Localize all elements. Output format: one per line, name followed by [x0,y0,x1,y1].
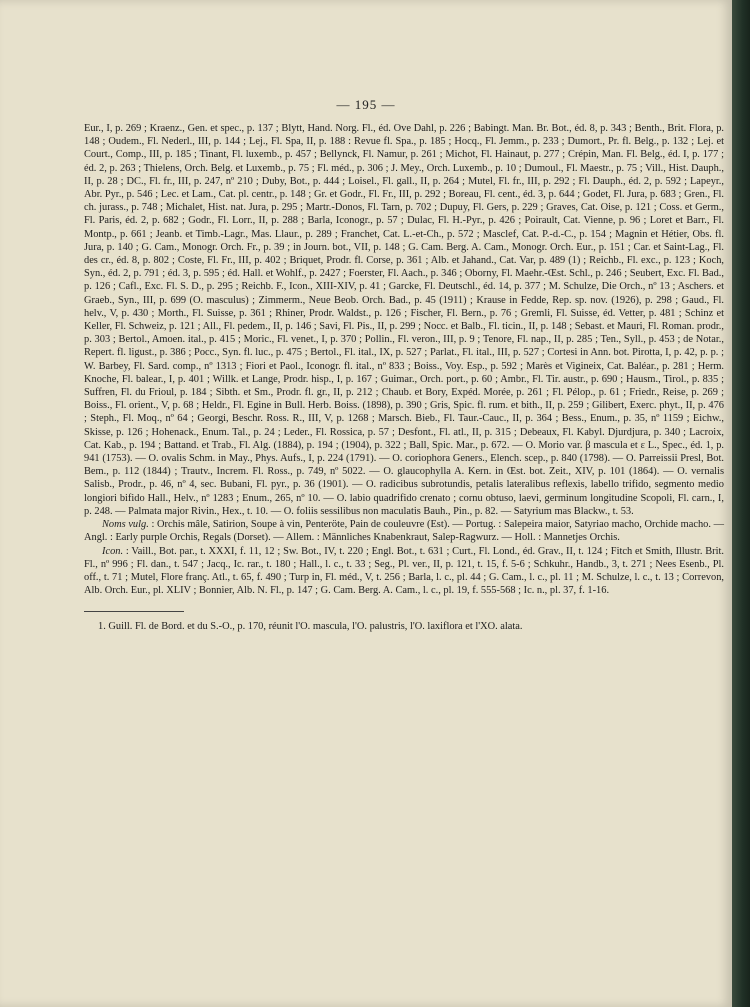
references-paragraph: Eur., I, p. 269 ; Kraenz., Gen. et spec., p. 137 ; Blytt, Hand. Norg. Fl., éd. Ove Dahl, p. 226 ; Babingt. Man. Br. Bot., éd. 8, p. 343 ; Benth., Brit. Flora, p. 148 ; Oudem., Fl. Nederl., III, p. 144 ; Lej., Fl. Spa, II, p. 188 : Revue fl. Spa., p. 185 ; Hocq., Fl. Jemm., p. 233 ; Dumort., Pr. fl. Belg., p. 132 ; Lej. et Court., Comp., III, p. 185 ; Tinant, Fl. luxemb., p. 457 ; Bellynck, Fl. Namur, p. 261 ; Michot, Fl. Hainaut, p. 277 ; Crépin, Man. Fl. Belg., éd. I, p. 177 ; éd. 2, p. 263 ; Thielens, Orch. Belg. et Luxemb., p. 75 ; Fl. méd., p. 306 ; J. Mey., Orch. Luxemb., p. 10 ; Dumoul., Fl. Maestr., p. 75 ; Vill., Hist. Dauph., II, p. 28 ; DC., Fl. fr., III, p. 247, nº 210 ; Duby, Bot., p. 444 ; Loisel., Fl. gall., II, p. 264 ; Mutel, Fl. fr., III, p. 292 ; Fl. Dauph., éd. 2, p. 592 ; Lapeyr., Abr. Pyr., p. 546 ; Lec. et Lam., Cat. pl. centr., p. 148 ; Gr. et Godr., Fl. Fr., III, p. 292 ; Boreau, Fl. cent., éd. 3, p. 644 ; Godet, Fl. Jura, p. 683 ; Gren., Fl. ch. jurass., p. 748 ; Michalet, Hist. nat. Jura, p. 295 ; Martr.-Donos, Fl. Tarn, p. 702 ; Dupuy, Fl. Gers, p. 229 ; Graves, Cat. Oise, p. 121 ; Coss. et Germ., Fl. Paris, éd. 2, p. 682 ; Godr., Fl. Lorr., II, p. 288 ; Barla, Iconogr., p. 57 ; Dulac, Fl. H.-Pyr., p. 426 ; Poirault, Cat. Vienne, p. 96 ; Loret et Barr., Fl. Montp., p. 661 ; Jeanb. et Timb.-Lagr., Mas. Llaur., p. 289 ; Franchet, Cat. L.-et-Ch., p. 572 ; Masclef, Cat. P.-d.-C., p. 154 ; Magnin et Hétier, Obs. fl. Jura, p. 140 ; G. Cam., Monogr. Orch. Fr., p. 39 ; in Journ. bot., VII, p. 148 ; G. Cam. Berg. A. Cam., Monogr. Orch. Eur., p. 151 ; Car. et Saint-Lag., Fl. des cr., éd. 8, p. 802 ; Coste, Fl. Fr., III, p. 402 ; Briquet, Prodr. fl. Corse, p. 361 ; Alb. et Jahand., Cat. Var, p. 489 (1) ; Reichb., Fl. exc., p. 123 ; Koch, Syn., éd. 2, p. 791 ; éd. 3, p. 595 ; éd. Hall. et Wohlf., p. 2427 ; Foerster, Fl. Aach., p. 346 ; Oborny, Fl. Maehr.-Œst. Schl., p. 246 ; Seubert, Exc. Fl. Bad., p. 126 ; Cafl., Exc. Fl. S. D., p. 295 ; Reichb. F., Icon., XIII-XIV, p. 41 ; Garcke, Fl. Deutschl., éd. 14, p. 377 ; M. Schulze, Die Orch., nº 13 ; Aschers. et Graeb., Syn., III, p. 699 (O. masculus) ; Zimmerm., Neue Beob. Orch. Bad., p. 45 (1911) ; Krause in Fedde, Rep. sp. nov. (1926), p. 298 ; Gaud., Fl. helv., V, p. 430 ; Morth., Fl. Suisse, p. 361 ; Rhiner, Prodr. Waldst., p. 126 ; Fischer, Fl. Bern., p. 76 ; Gremli, Fl. Suisse, éd. Vetter, p. 481 ; Schinz et Keller, Fl. Schweiz, p. 121 ; All., Fl. pedem., II, p. 146 ; Savi, Fl. Pis., II, p. 299 ; Nocc. et Balb., Fl. ticin., II, p. 148 ; Sebast. et Mauri, Fl. Roman. prodr., p. 303 ; Bertol., Amoen. ital., p. 415 ; Moric., Fl. venet., I, p. 370 ; Pollin., Fl. veron., III, p. 9 ; Tenore, Fl. nap., II, p. 285 ; Ten., Syll., p. 453 ; de Notar., Repert. fl. ligust., p. 386 ; Pocc., Syn. fl. luc., p. 475 ; Bertol., Fl. ital., IX, p. 527 ; Parlat., Fl. ital., III, p. 527 ; Cortesi in Ann. bot. Pirotta, I, p. 42, p. p. ; W. Barbey, Fl. Sard. comp., nº 1313 ; Fiori et Paol., Iconogr. fl. ital., nº 833 ; Boiss., Voy. Esp., p. 592 ; Marès et Vigineix, Cat. Baléar., p. 281 ; Herm. Knoche, Fl. balear., I, p. 401 ; Willk. et Lange, Prodr. hisp., I, p. 167 ; Guimar., Orch. port., p. 60 ; Ambr., Fl. Tir. austr., p. 690 ; Hausm., Tirol., p. 835 ; Suffren, Fl. du Frioul, p. 184 ; Sibth. et Sm., Prodr. fl. gr., II, p. 212 ; Chaub. et Bory, Expéd. Morée, p. 261 ; Fl. Pélop., p. 61 ; Friedr., Reise, p. 269 ; Boiss., Fl. orient., V, p. 68 ; Heldr., Fl. Egine in Bull. Herb. Boiss. (1898), p. 390 ; Gris, Spic. fl. rum. et bith., II, p. 259 ; Gilibert, Exerc. phyt., II, p. 476 ; Steph., Fl. Moq., nº 64 ; Georgi, Beschr. Ross. R., III, V, p. 1268 ; Marsch. Bieb., Fl. Taur.-Cauc., II, p. 364 ; Bess., Enum., p. 35, nº 1159 ; Eichw., Skisse, p. 126 ; Hohenack., Enum. Tal., p. 24 ; Leder., Fl. Rossica, p. 57 ; Desfont., Fl. atl., II, p. 315 ; Debeaux, Fl. Kabyl. Djurdjura, p. 340 ; Lacroix, Cat. Kab., p. 194 ; Battand. et Trab., Fl. Alg. (1884), p. 194 ; (1904), p. 322 ; Ball, Spic. Mar., p. 672. — O. Morio var. β mascula et ε L., Spec., éd. 1, p. 941 (1753). — O. ovalis Schm. in May., Phys. Aufs., I, p. 224 (1791). — O. coriophora Geners., Elench. scep., p. 840 (1798). — O. Parreissii Presl, Bot. Bem., p. 112 (1844) ; Trautv., Increm. Fl. Ross., p. 749, nº 5022. — O. glaucophylla A. Kern. in Œst. bot. Zeit., XIV, p. 101 (1864). — O. vernalis Salisb., Prodr., p. 46, nº 4, sec. Bubani, Fl. pyr., p. 36 (1901). — O. radicibus subrotundis, petalis lateralibus reflexis, labello trifido, segmento medio longiori bifido Hall., Helv., nº 1283 ; Enum., 265, nº 10. — O. labio quadrifido crenato ; cornu obtuso, laevi, germinum longitudine Scopoli, Fl. carn., I, p. 248. — Palmata major Rivin., Hex., t. 10. — O. foliis sessilibus non maculatis Bauh., Pin., p. 82. — Satyrium mas Blackw., t. 53. [84,123,724,517]
page-number: — 195 — [336,97,396,112]
vernacular-names-paragraph [84,518,724,544]
vernacular-names-label: Noms vulg. [102,519,149,531]
footnote: 1. Guill. Fl. de Bord. et du S.-O., p. 170, réunit l'O. mascula, l'O. palustris, l'O. laxiflora et l'XO. alata. [98,621,523,633]
footnote-rule [84,611,184,612]
iconography-paragraph [84,545,724,598]
iconography-text: : Vaill., Bot. par., t. XXXI, f. 11, 12 ; Sw. Bot., IV, t. 220 ; Engl. Bot., t. 631 ; Curt., Fl. Lond., éd. Grav., II, t. 124 ; Fitch et Smith, Illustr. Brit. Fl., nº 996 ; Fl. dan., t. 547 ; Jacq., Ic. rar., t. 180 ; Hall., l. c., t. 33 ; Seg., Pl. ver., II, p. 121, t. 15, f. 5-6 ; Schkuhr., Handb., 3, t. 271 ; Nees Esenb., Pl. off., t. 71 ; Mutel, Flore franç. Atl., t. 65, f. 490 ; Turp in, Fl. méd., V, t. 256 ; Barla, l. c., pl. 44 ; G. Cam., l. c., pl. 11 ; M. Schulze, l. c., t. 13 ; Correvon, Alb. Orch. Eur., pl. XLIV ; Bonnier, Alb. N. Fl., p. 147 ; G. Cam. Berg. A. Cam., l. c., pl. 19, f. 555-568 ; Ic. n., pl. 37, f. 1-16. [84,545,724,597]
vernacular-names-text: : Orchis mâle, Satirion, Soupe à vin, Penteröte, Pain de couleuvre (Est). — Portug. : Salepeira maior, Satyriao macho, Orchide macho. — Angl. : Early purple Orchis, Regals (Dorset). — Allem. : Männliches Knabenkraut, Salep-Ragwurz. — Holl. : Mannetjes Orchis. [84,519,724,544]
page-body [84,122,724,633]
book-spine [732,0,750,1007]
iconography-label: Icon. [102,545,124,557]
